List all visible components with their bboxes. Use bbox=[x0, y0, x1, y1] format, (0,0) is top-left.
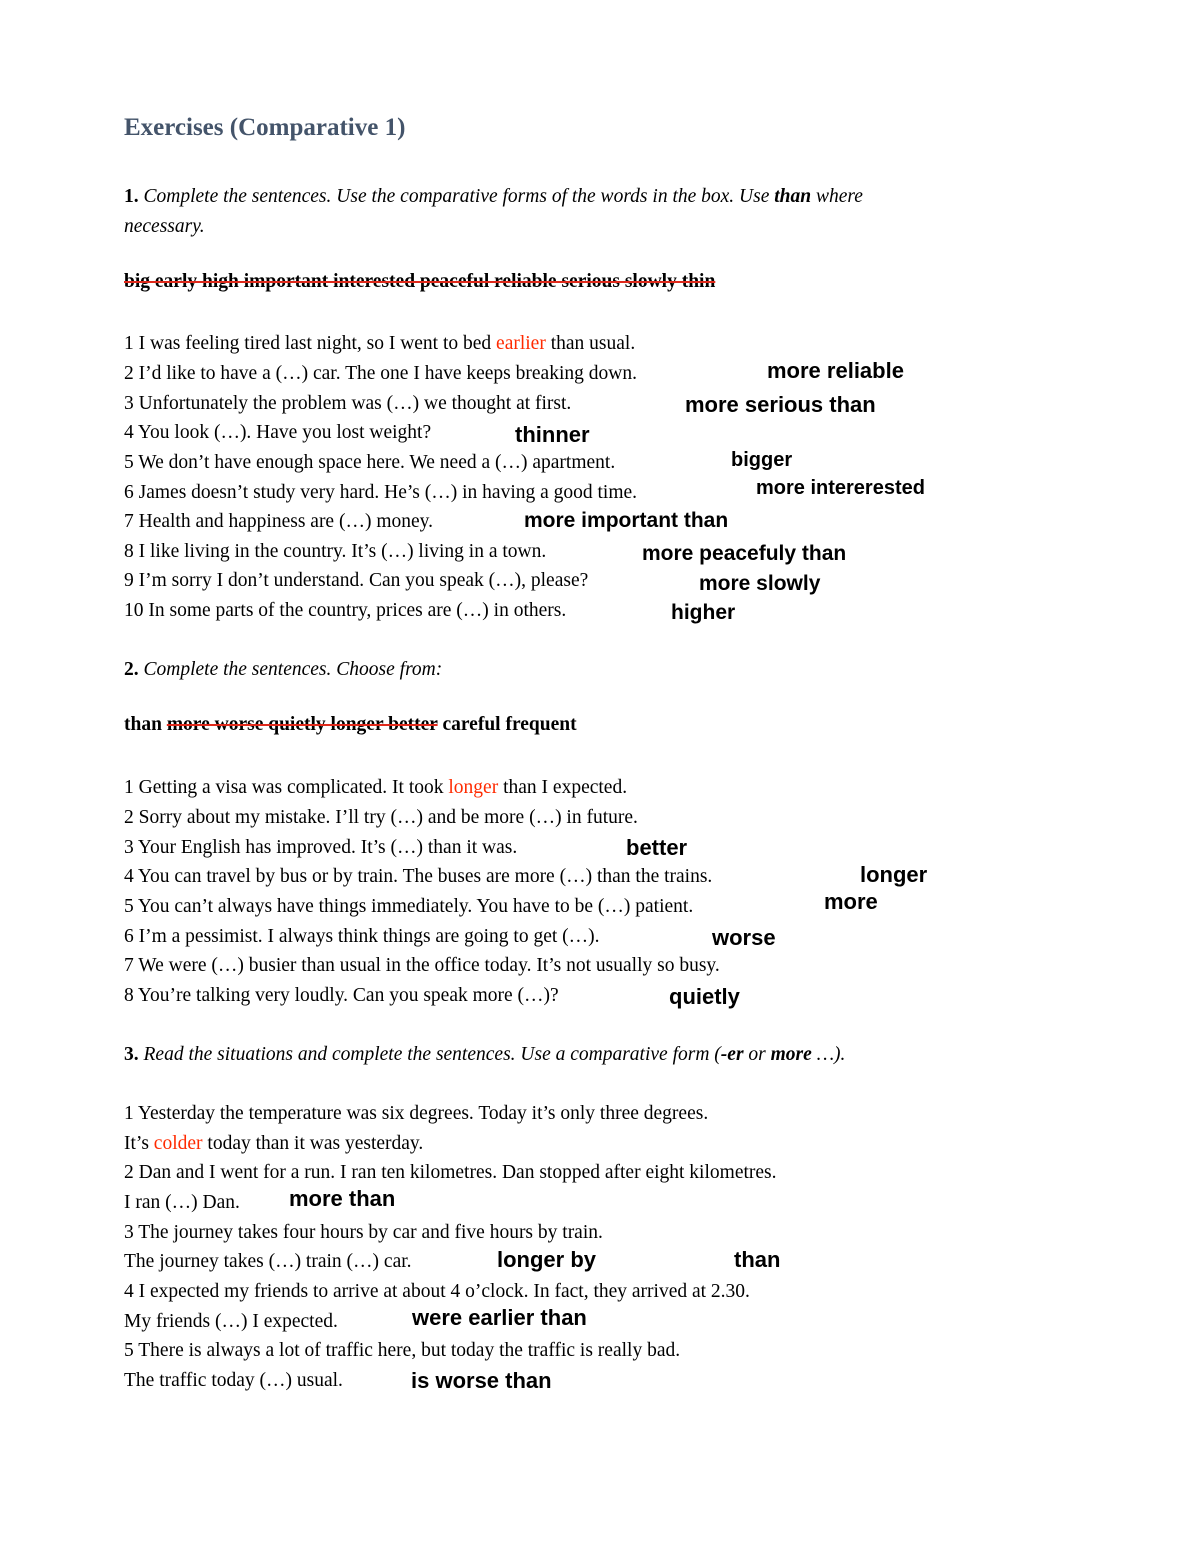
ex1-number: 1. bbox=[124, 186, 139, 207]
ex2-number: 2. bbox=[124, 659, 139, 680]
ex2-sentence-5: 5 You can’t always have things immediately. You have to be (…) patient. bbox=[124, 896, 694, 917]
ex2-sentence-8: 8 You’re talking very loudly. Can you speak more (…)? bbox=[124, 985, 559, 1006]
example-answer: earlier bbox=[496, 333, 546, 354]
ex1-answer-6: more intererested bbox=[756, 477, 925, 499]
ex1-instruction-cont: necessary. bbox=[124, 216, 205, 237]
ex2-sentence-1: 1 Getting a visa was complicated. It took longer than I expected. bbox=[124, 777, 628, 798]
ex1-sentence-7: 7 Health and happiness are (…) money. bbox=[124, 511, 434, 532]
ex2-answer-6: worse bbox=[712, 925, 776, 950]
ex3-number: 3. bbox=[124, 1044, 139, 1065]
ex1-answer-7: more important than bbox=[524, 509, 729, 532]
ex3-question-4: 4 I expected my friends to arrive at about 4 o’clock. In fact, they arrived at 2.30. bbox=[124, 1281, 750, 1302]
ex1-sentence-4: 4 You look (…). Have you lost weight? bbox=[124, 422, 432, 443]
ex3-question-5: 5 There is always a lot of traffic here, but today the traffic is really bad. bbox=[124, 1340, 681, 1361]
ex1-word-box: big early high important interested peaceful reliable serious slowly thin bbox=[124, 271, 716, 292]
example-answer: colder bbox=[153, 1133, 203, 1154]
ex3-answer-3b: than bbox=[734, 1247, 781, 1272]
ex1-sentence-1: 1 I was feeling tired last night, so I went to bed earlier than usual. bbox=[124, 333, 636, 354]
ex3-response-5: The traffic today (…) usual. bbox=[124, 1370, 343, 1391]
ex3-answer-5: is worse than bbox=[411, 1368, 552, 1393]
ex1-answer-8: more peacefuly than bbox=[642, 542, 847, 565]
ex1-answer-9: more slowly bbox=[699, 572, 821, 595]
ex1-sentence-9: 9 I’m sorry I don’t understand. Can you speak (…), please? bbox=[124, 570, 589, 591]
ex3-question-1: 1 Yesterday the temperature was six degrees. Today it’s only three degrees. bbox=[124, 1103, 709, 1124]
ex2-sentence-7: 7 We were (…) busier than usual in the office today. It’s not usually so busy. bbox=[124, 955, 720, 976]
ex3-response-4: My friends (…) I expected. bbox=[124, 1311, 338, 1332]
ex3-answer-2: more than bbox=[289, 1186, 396, 1211]
ex2-sentence-2: 2 Sorry about my mistake. I’ll try (…) and be more (…) in future. bbox=[124, 807, 638, 828]
ex2-answer-5: more bbox=[824, 889, 878, 914]
page-title: Exercises (Comparative 1) bbox=[124, 114, 406, 141]
ex3-instruction: 3. Read the situations and complete the sentences. Use a comparative form (-er or more …). bbox=[124, 1044, 846, 1065]
ex2-instruction: 2. Complete the sentences. Choose from: bbox=[124, 659, 443, 680]
ex3-answer-3a: longer by bbox=[497, 1247, 597, 1272]
ex1-answer-3: more serious than bbox=[685, 392, 876, 417]
ex1-answer-2: more reliable bbox=[767, 358, 904, 383]
ex3-question-3: 3 The journey takes four hours by car and five hours by train. bbox=[124, 1222, 603, 1243]
ex1-sentence-5: 5 We don’t have enough space here. We need a (…) apartment. bbox=[124, 452, 616, 473]
ex1-answer-4: thinner bbox=[515, 422, 590, 447]
ex2-word-box: than more worse quietly longer better careful frequent bbox=[124, 714, 577, 735]
ex3-answer-4: were earlier than bbox=[412, 1305, 587, 1330]
ex2-answer-4: longer bbox=[860, 862, 928, 887]
ex1-answer-5: bigger bbox=[731, 449, 793, 471]
ex1-instruction: 1. Complete the sentences. Use the comparative forms of the words in the box. Use than where bbox=[124, 186, 863, 207]
ex2-sentence-6: 6 I’m a pessimist. I always think things are going to get (…). bbox=[124, 926, 600, 947]
ex2-answer-3: better bbox=[626, 835, 688, 860]
ex1-sentence-10: 10 In some parts of the country, prices are (…) in others. bbox=[124, 600, 567, 621]
ex3-question-2: 2 Dan and I went for a run. I ran ten kilometres. Dan stopped after eight kilometres. bbox=[124, 1162, 777, 1183]
ex3-response-3: The journey takes (…) train (…) car. bbox=[124, 1251, 412, 1272]
ex1-sentence-2: 2 I’d like to have a (…) car. The one I have keeps breaking down. bbox=[124, 363, 637, 384]
ex2-sentence-4: 4 You can travel by bus or by train. The buses are more (…) than the trains. bbox=[124, 866, 713, 887]
example-answer: longer bbox=[448, 777, 499, 798]
ex3-response-1: It’s colder today than it was yesterday. bbox=[124, 1133, 424, 1154]
ex2-sentence-3: 3 Your English has improved. It’s (…) than it was. bbox=[124, 837, 518, 858]
ex2-answer-8: quietly bbox=[669, 984, 740, 1009]
ex1-answer-10: higher bbox=[671, 601, 736, 624]
ex1-sentence-3: 3 Unfortunately the problem was (…) we thought at first. bbox=[124, 393, 572, 414]
ex1-sentence-6: 6 James doesn’t study very hard. He’s (…) in having a good time. bbox=[124, 482, 638, 503]
ex3-response-2: I ran (…) Dan. bbox=[124, 1192, 240, 1213]
ex1-sentence-8: 8 I like living in the country. It’s (…) living in a town. bbox=[124, 541, 547, 562]
